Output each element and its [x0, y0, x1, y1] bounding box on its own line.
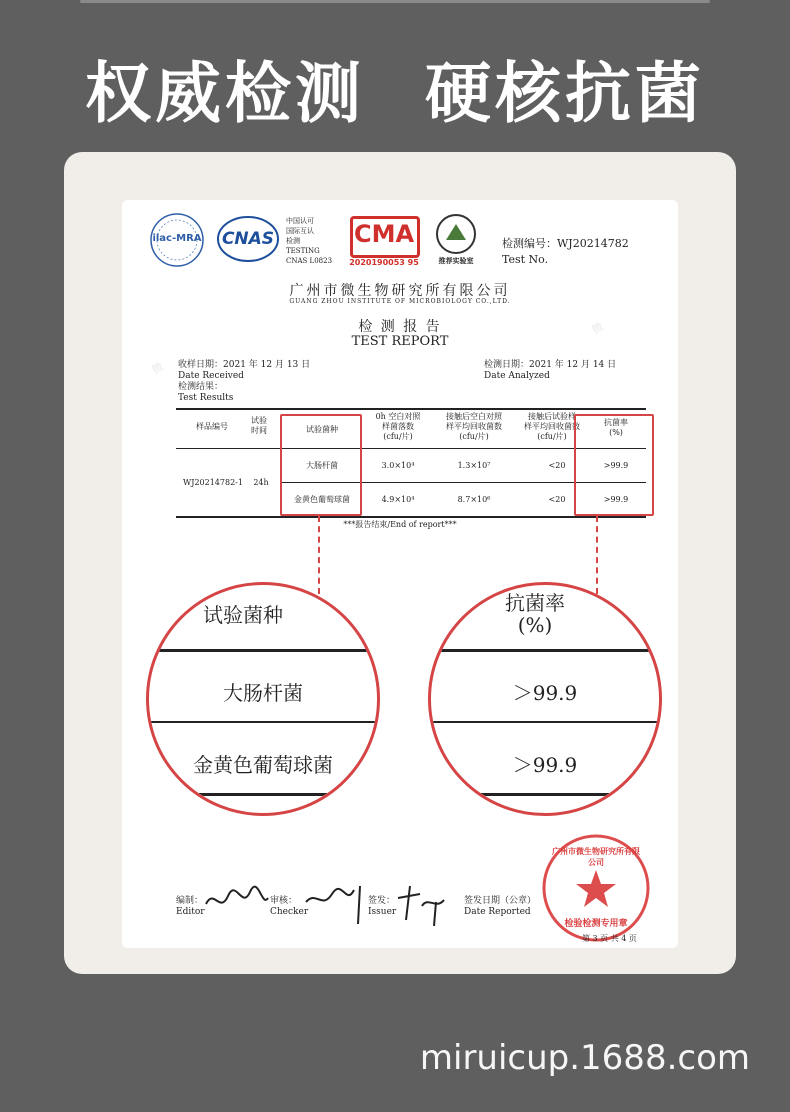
table-header-test-after: 接触后试验样 样平均回收菌数 (cfu/片)	[524, 412, 580, 441]
cnas-logo: CNAS	[216, 214, 280, 264]
institute-name: 广州市微生物研究所有限公司	[289, 283, 511, 299]
ilac-logo: ilac-MRA	[146, 212, 208, 268]
table-header-time: 试验 时间	[251, 416, 267, 435]
signature-checker-mark	[302, 880, 372, 934]
signature-checker: 审核： Checker	[270, 896, 309, 917]
test-time: 24h	[253, 478, 269, 487]
page-headline	[0, 40, 790, 135]
official-stamp: 广州市微生物研究所有限公司 检验检测专用章	[540, 832, 652, 944]
table-header-rate: 抗菌率 (%)	[604, 418, 628, 437]
test-report-paper: 微 微 ilac-MRA CNAS 中国认可 国际互认 检测 TESTING CNAS L0823 CMA 2020190053 95 推荐实验室 检测编号：WJ20214782 Test No. 广州市微生物研究所有限公司 GUANG ZHOU INSTITUTE OF MICROBIOLOGY CO.,LTD. 检 测 报 告 TEST REPORT 收样日期：2021 年 12 月 13 日 Date Received 检测结果： Test Results 检测日期：2021 年 12 月 14 日 Date Analyzed 样品编号 试验 时间 试验菌种 0h 空白对照 样菌落数 (cfu/片) 接触后空白对照 样平均回收菌数 (cfu/片) 接触后试验样 样平均回收菌数 (cfu/片) 抗菌率 (%) WJ20214782-1 24h 大肠杆菌 3.0×10⁴ 1.3×10⁷ <20 >99.9 金黄色葡萄球菌 4.9×10⁴ 8.7×10⁶ <20 >99.9 ***报告结束/End of report*** 试验菌种 大肠杆菌 金黄色葡萄球菌 抗菌率 (%) ＞99.9 ＞99.9 编制： Editor 审核： Checker 签发： Issuer 签发日期（公章） Date Reported 广州市微生物研究所有限公司 检验检测专用章 第 3 页 共 4 页	[122, 200, 678, 948]
signature-issuer: 签发： Issuer	[368, 896, 397, 917]
end-of-report: ***报告结束/End of report***	[343, 520, 457, 529]
date-analyzed: 检测日期：2021 年 12 月 14 日 Date Analyzed	[484, 360, 617, 381]
signature-issuer-mark	[392, 880, 452, 934]
website-url: miruicup.1688.com	[419, 1038, 750, 1078]
signature-editor: 编制： Editor	[176, 896, 205, 917]
table-header-blank0: 0h 空白对照 样菌落数 (cfu/片)	[375, 412, 421, 441]
test-number: 检测编号：WJ20214782 Test No.	[502, 237, 629, 266]
rate-zoom-circle: 抗菌率 (%) ＞99.9 ＞99.9	[428, 582, 662, 816]
species-highlight-box	[280, 414, 362, 516]
species-zoom-circle: 试验菌种 大肠杆菌 金黄色葡萄球菌	[146, 582, 380, 816]
institute-name-en: GUANG ZHOU INSTITUTE OF MICROBIOLOGY CO.,LTD.	[289, 298, 511, 305]
headline-right: 硬核抗菌	[425, 55, 705, 132]
table-header-sample-id: 样品编号	[196, 422, 228, 431]
top-divider	[80, 0, 710, 3]
page-number: 第 3 页 共 4 页	[582, 934, 637, 943]
report-title: 检 测 报 告	[358, 319, 442, 335]
headline-left: 权威检测	[85, 55, 365, 132]
table-header-species: 试验菌种	[306, 425, 338, 434]
date-reported: 签发日期（公章） Date Reported	[464, 896, 537, 917]
report-title-en: TEST REPORT	[351, 334, 449, 349]
date-received: 收样日期：2021 年 12 月 13 日 Date Received 检测结果： Test Results	[178, 360, 311, 403]
sample-id: WJ20214782-1	[183, 478, 243, 487]
rate-highlight-box	[574, 414, 654, 516]
cma-logo: CMA 2020190053 95	[348, 214, 420, 270]
cnas-caption: 中国认可 国际互认 检测 TESTING CNAS L0823	[286, 217, 333, 265]
cnca-logo: 推荐实验室	[432, 212, 480, 270]
table-header-blank-after: 接触后空白对照 样平均回收菌数 (cfu/片)	[446, 412, 502, 441]
signature-editor-mark	[202, 880, 272, 924]
